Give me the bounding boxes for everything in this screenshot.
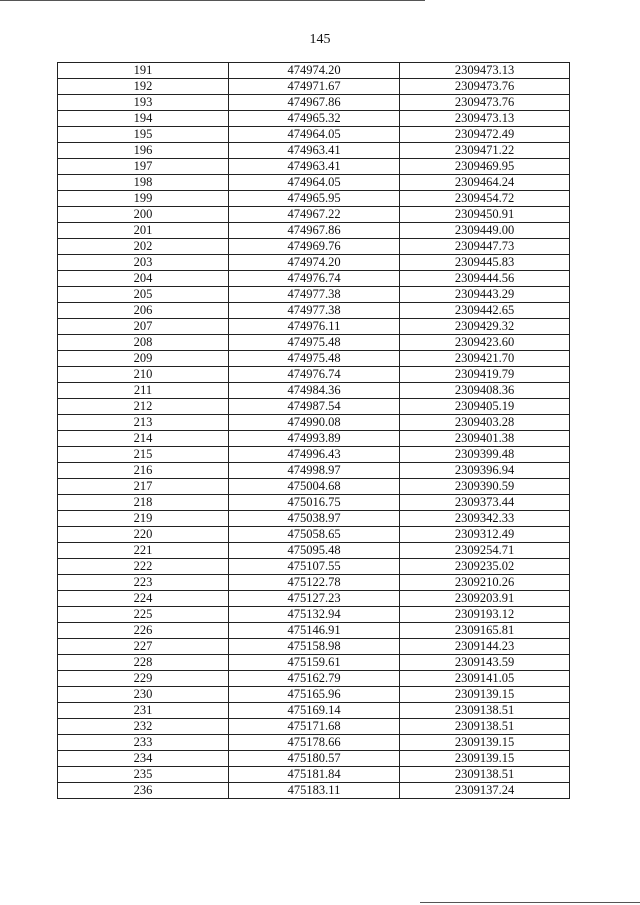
- table-row: [58, 687, 570, 703]
- y-coordinate-cell: 2309472.49: [400, 127, 570, 143]
- x-coordinate-cell: 475127.23: [229, 591, 400, 607]
- y-coordinate-cell: 2309444.56: [400, 271, 570, 287]
- y-coordinate-cell: 2309342.33: [400, 511, 570, 527]
- table-row: [58, 767, 570, 783]
- table-row: [58, 655, 570, 671]
- y-coordinate-cell: 2309137.24: [400, 783, 570, 799]
- x-coordinate-cell: 474963.41: [229, 143, 400, 159]
- y-coordinate-cell: 2309138.51: [400, 703, 570, 719]
- x-coordinate-cell: 474967.86: [229, 223, 400, 239]
- top-edge-rule: [0, 0, 425, 1]
- table-row: [58, 399, 570, 415]
- y-coordinate-cell: 2309139.15: [400, 751, 570, 767]
- table-row: [58, 511, 570, 527]
- x-coordinate-cell: 475016.75: [229, 495, 400, 511]
- y-coordinate-cell: 2309450.91: [400, 207, 570, 223]
- y-coordinate-cell: 2309254.71: [400, 543, 570, 559]
- x-coordinate-cell: 474969.76: [229, 239, 400, 255]
- table-row: [58, 639, 570, 655]
- point-number-cell: 225: [58, 607, 229, 623]
- y-coordinate-cell: 2309454.72: [400, 191, 570, 207]
- point-number-cell: 198: [58, 175, 229, 191]
- point-number-cell: 224: [58, 591, 229, 607]
- y-coordinate-cell: 2309312.49: [400, 527, 570, 543]
- point-number-cell: 221: [58, 543, 229, 559]
- x-coordinate-cell: 474974.20: [229, 63, 400, 79]
- table-row: [58, 783, 570, 799]
- y-coordinate-cell: 2309445.83: [400, 255, 570, 271]
- y-coordinate-cell: 2309471.22: [400, 143, 570, 159]
- x-coordinate-cell: 474975.48: [229, 351, 400, 367]
- table-row: [58, 159, 570, 175]
- x-coordinate-cell: 474967.86: [229, 95, 400, 111]
- y-coordinate-cell: 2309373.44: [400, 495, 570, 511]
- point-number-cell: 210: [58, 367, 229, 383]
- x-coordinate-cell: 475132.94: [229, 607, 400, 623]
- point-number-cell: 230: [58, 687, 229, 703]
- y-coordinate-cell: 2309473.13: [400, 111, 570, 127]
- y-coordinate-cell: 2309469.95: [400, 159, 570, 175]
- table-row: [58, 143, 570, 159]
- table-row: [58, 303, 570, 319]
- x-coordinate-cell: 475162.79: [229, 671, 400, 687]
- table-row: [58, 223, 570, 239]
- table-row: [58, 255, 570, 271]
- y-coordinate-cell: 2309390.59: [400, 479, 570, 495]
- x-coordinate-cell: 474996.43: [229, 447, 400, 463]
- point-number-cell: 213: [58, 415, 229, 431]
- y-coordinate-cell: 2309473.76: [400, 95, 570, 111]
- y-coordinate-cell: 2309473.76: [400, 79, 570, 95]
- table-row: [58, 79, 570, 95]
- table-row: [58, 351, 570, 367]
- y-coordinate-cell: 2309139.15: [400, 735, 570, 751]
- y-coordinate-cell: 2309473.13: [400, 63, 570, 79]
- x-coordinate-cell: 475165.96: [229, 687, 400, 703]
- x-coordinate-cell: 474976.74: [229, 367, 400, 383]
- y-coordinate-cell: 2309235.02: [400, 559, 570, 575]
- point-number-cell: 206: [58, 303, 229, 319]
- x-coordinate-cell: 475169.14: [229, 703, 400, 719]
- table-row: [58, 447, 570, 463]
- table-row: [58, 383, 570, 399]
- point-number-cell: 203: [58, 255, 229, 271]
- x-coordinate-cell: 474965.95: [229, 191, 400, 207]
- x-coordinate-cell: 474964.05: [229, 127, 400, 143]
- x-coordinate-cell: 475178.66: [229, 735, 400, 751]
- table-row: [58, 63, 570, 79]
- x-coordinate-cell: 475004.68: [229, 479, 400, 495]
- y-coordinate-cell: 2309138.51: [400, 719, 570, 735]
- x-coordinate-cell: 475038.97: [229, 511, 400, 527]
- x-coordinate-cell: 475159.61: [229, 655, 400, 671]
- table-row: [58, 271, 570, 287]
- point-number-cell: 217: [58, 479, 229, 495]
- y-coordinate-cell: 2309449.00: [400, 223, 570, 239]
- point-number-cell: 235: [58, 767, 229, 783]
- point-number-cell: 212: [58, 399, 229, 415]
- point-number-cell: 202: [58, 239, 229, 255]
- point-number-cell: 227: [58, 639, 229, 655]
- x-coordinate-cell: 474971.67: [229, 79, 400, 95]
- point-number-cell: 219: [58, 511, 229, 527]
- point-number-cell: 214: [58, 431, 229, 447]
- table-row: [58, 335, 570, 351]
- table-row: [58, 319, 570, 335]
- point-number-cell: 231: [58, 703, 229, 719]
- point-number-cell: 192: [58, 79, 229, 95]
- point-number-cell: 197: [58, 159, 229, 175]
- point-number-cell: 233: [58, 735, 229, 751]
- x-coordinate-cell: 475107.55: [229, 559, 400, 575]
- point-number-cell: 218: [58, 495, 229, 511]
- bottom-edge-rule: [420, 902, 640, 903]
- y-coordinate-cell: 2309442.65: [400, 303, 570, 319]
- y-coordinate-cell: 2309447.73: [400, 239, 570, 255]
- table-row: [58, 287, 570, 303]
- y-coordinate-cell: 2309141.05: [400, 671, 570, 687]
- point-number-cell: 236: [58, 783, 229, 799]
- point-number-cell: 200: [58, 207, 229, 223]
- y-coordinate-cell: 2309421.70: [400, 351, 570, 367]
- table-row: [58, 95, 570, 111]
- y-coordinate-cell: 2309401.38: [400, 431, 570, 447]
- y-coordinate-cell: 2309139.15: [400, 687, 570, 703]
- x-coordinate-cell: 475095.48: [229, 543, 400, 559]
- point-number-cell: 194: [58, 111, 229, 127]
- x-coordinate-cell: 474987.54: [229, 399, 400, 415]
- point-number-cell: 229: [58, 671, 229, 687]
- table-row: [58, 479, 570, 495]
- x-coordinate-cell: 474975.48: [229, 335, 400, 351]
- point-number-cell: 222: [58, 559, 229, 575]
- table-row: [58, 431, 570, 447]
- point-number-cell: 215: [58, 447, 229, 463]
- y-coordinate-cell: 2309399.48: [400, 447, 570, 463]
- x-coordinate-cell: 474974.20: [229, 255, 400, 271]
- x-coordinate-cell: 475158.98: [229, 639, 400, 655]
- table-row: [58, 591, 570, 607]
- table-row: [58, 175, 570, 191]
- table-row: [58, 239, 570, 255]
- table-row: [58, 527, 570, 543]
- point-number-cell: 195: [58, 127, 229, 143]
- coordinate-table: [57, 62, 570, 799]
- y-coordinate-cell: 2309203.91: [400, 591, 570, 607]
- table-row: [58, 415, 570, 431]
- table-row: [58, 751, 570, 767]
- y-coordinate-cell: 2309419.79: [400, 367, 570, 383]
- x-coordinate-cell: 475122.78: [229, 575, 400, 591]
- point-number-cell: 209: [58, 351, 229, 367]
- point-number-cell: 234: [58, 751, 229, 767]
- point-number-cell: 201: [58, 223, 229, 239]
- table-row: [58, 703, 570, 719]
- point-number-cell: 204: [58, 271, 229, 287]
- table-row: [58, 207, 570, 223]
- y-coordinate-cell: 2309396.94: [400, 463, 570, 479]
- y-coordinate-cell: 2309405.19: [400, 399, 570, 415]
- x-coordinate-cell: 474965.32: [229, 111, 400, 127]
- table-row: [58, 735, 570, 751]
- table-row: [58, 671, 570, 687]
- x-coordinate-cell: 474990.08: [229, 415, 400, 431]
- point-number-cell: 226: [58, 623, 229, 639]
- x-coordinate-cell: 474976.74: [229, 271, 400, 287]
- y-coordinate-cell: 2309144.23: [400, 639, 570, 655]
- point-number-cell: 220: [58, 527, 229, 543]
- table-row: [58, 111, 570, 127]
- point-number-cell: 208: [58, 335, 229, 351]
- y-coordinate-cell: 2309423.60: [400, 335, 570, 351]
- table-row: [58, 127, 570, 143]
- x-coordinate-cell: 474998.97: [229, 463, 400, 479]
- y-coordinate-cell: 2309193.12: [400, 607, 570, 623]
- point-number-cell: 193: [58, 95, 229, 111]
- y-coordinate-cell: 2309165.81: [400, 623, 570, 639]
- y-coordinate-cell: 2309210.26: [400, 575, 570, 591]
- coordinate-table-body: [58, 63, 570, 799]
- x-coordinate-cell: 474993.89: [229, 431, 400, 447]
- y-coordinate-cell: 2309143.59: [400, 655, 570, 671]
- page-number: 145: [309, 32, 331, 47]
- point-number-cell: 191: [58, 63, 229, 79]
- x-coordinate-cell: 475146.91: [229, 623, 400, 639]
- y-coordinate-cell: 2309403.28: [400, 415, 570, 431]
- y-coordinate-cell: 2309443.29: [400, 287, 570, 303]
- point-number-cell: 232: [58, 719, 229, 735]
- point-number-cell: 223: [58, 575, 229, 591]
- x-coordinate-cell: 474984.36: [229, 383, 400, 399]
- table-row: [58, 607, 570, 623]
- point-number-cell: 205: [58, 287, 229, 303]
- x-coordinate-cell: 475058.65: [229, 527, 400, 543]
- x-coordinate-cell: 474967.22: [229, 207, 400, 223]
- y-coordinate-cell: 2309464.24: [400, 175, 570, 191]
- x-coordinate-cell: 475181.84: [229, 767, 400, 783]
- table-row: [58, 463, 570, 479]
- point-number-cell: 199: [58, 191, 229, 207]
- point-number-cell: 228: [58, 655, 229, 671]
- x-coordinate-cell: 474964.05: [229, 175, 400, 191]
- y-coordinate-cell: 2309408.36: [400, 383, 570, 399]
- table-row: [58, 367, 570, 383]
- table-row: [58, 575, 570, 591]
- x-coordinate-cell: 474977.38: [229, 287, 400, 303]
- point-number-cell: 196: [58, 143, 229, 159]
- x-coordinate-cell: 475183.11: [229, 783, 400, 799]
- x-coordinate-cell: 474963.41: [229, 159, 400, 175]
- x-coordinate-cell: 474977.38: [229, 303, 400, 319]
- table-row: [58, 719, 570, 735]
- table-row: [58, 559, 570, 575]
- y-coordinate-cell: 2309429.32: [400, 319, 570, 335]
- x-coordinate-cell: 474976.11: [229, 319, 400, 335]
- point-number-cell: 211: [58, 383, 229, 399]
- table-row: [58, 495, 570, 511]
- table-row: [58, 191, 570, 207]
- point-number-cell: 207: [58, 319, 229, 335]
- x-coordinate-cell: 475171.68: [229, 719, 400, 735]
- y-coordinate-cell: 2309138.51: [400, 767, 570, 783]
- x-coordinate-cell: 475180.57: [229, 751, 400, 767]
- point-number-cell: 216: [58, 463, 229, 479]
- table-row: [58, 543, 570, 559]
- table-row: [58, 623, 570, 639]
